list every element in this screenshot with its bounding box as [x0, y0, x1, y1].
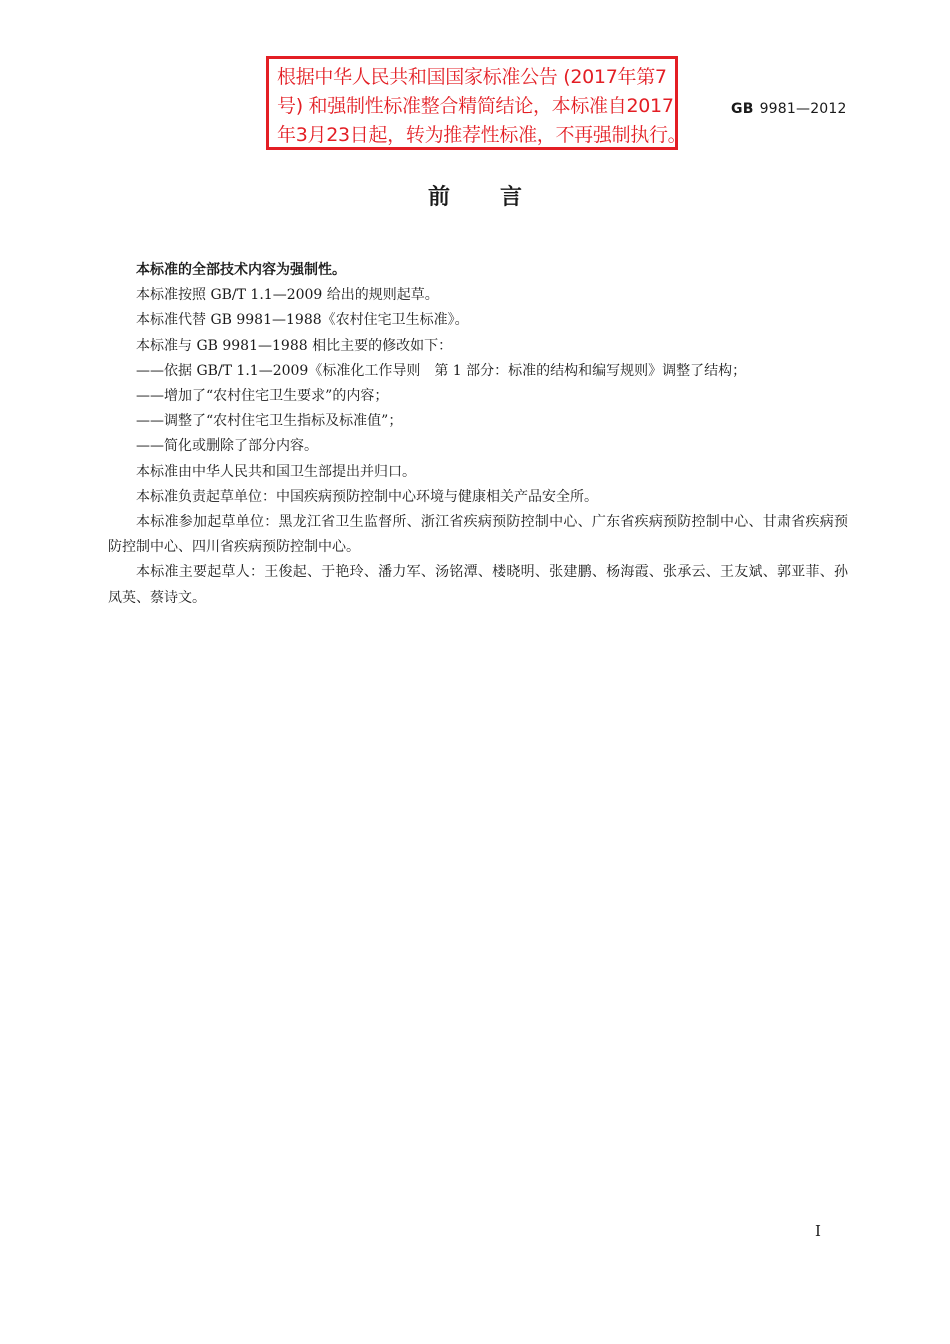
list-item-change-indicators: ——调整了“农村住宅卫生指标及标准值”； — [136, 413, 403, 430]
notice-line-3: 年3月23日起，转为推荐性标准，不再强制执行。 — [277, 124, 687, 146]
paragraph-responsible-unit: 本标准负责起草单位：中国疾病预防控制中心环境与健康相关产品安全所。 — [136, 488, 598, 505]
paragraph-drafting-rules: 本标准按照 GB/T 1.1—2009 给出的规则起草。 — [136, 287, 439, 304]
paragraph-replaces: 本标准代替 GB 9981—1988《农村住宅卫生标准》。 — [136, 312, 469, 329]
paragraph-main-drafters: 本标准主要起草人：王俊起、于艳玲、潘力军、汤铭潭、楼晓明、张建鹏、杨海霞、张承云、王友斌、郭亚菲、孙凤英、蔡诗文。 — [108, 564, 848, 606]
page-number: I — [815, 1222, 821, 1240]
status-notice-box — [266, 56, 687, 150]
standard-code — [731, 101, 847, 117]
page-title-char-2: 言 — [500, 185, 523, 210]
foreword-body — [108, 258, 848, 611]
list-item-change-simplified: ——简化或删除了部分内容。 — [136, 438, 318, 455]
paragraph-proposer: 本标准由中华人民共和国卫生部提出并归口。 — [136, 463, 416, 480]
paragraph-mandatory-statement: 本标准的全部技术内容为强制性。 — [136, 262, 346, 278]
standard-code-prefix: GB — [731, 101, 754, 117]
notice-line-1: 根据中华人民共和国国家标准公告 (2017年第7 — [277, 66, 667, 88]
standard-code-number: 9981—2012 — [759, 101, 847, 117]
notice-line-2: 号) 和强制性标准整合精简结论，本标准自2017 — [277, 95, 674, 117]
page-title — [0, 180, 950, 211]
paragraph-participating-units: 本标准参加起草单位：黑龙江省卫生监督所、浙江省疾病预防控制中心、广东省疾病预防控制中心、甘肃省疾病预防控制中心、四川省疾病预防控制中心。 — [108, 514, 848, 556]
list-item-change-requirements: ——增加了“农村住宅卫生要求”的内容； — [136, 388, 389, 405]
paragraph-changes-intro: 本标准与 GB 9981—1988 相比主要的修改如下： — [136, 337, 453, 354]
list-item-change-structure: ——依据 GB/T 1.1—2009《标准化工作导则 第 1 部分：标准的结构和编写规则》调整了结构； — [136, 362, 747, 379]
page-title-char-1: 前 — [427, 185, 450, 210]
